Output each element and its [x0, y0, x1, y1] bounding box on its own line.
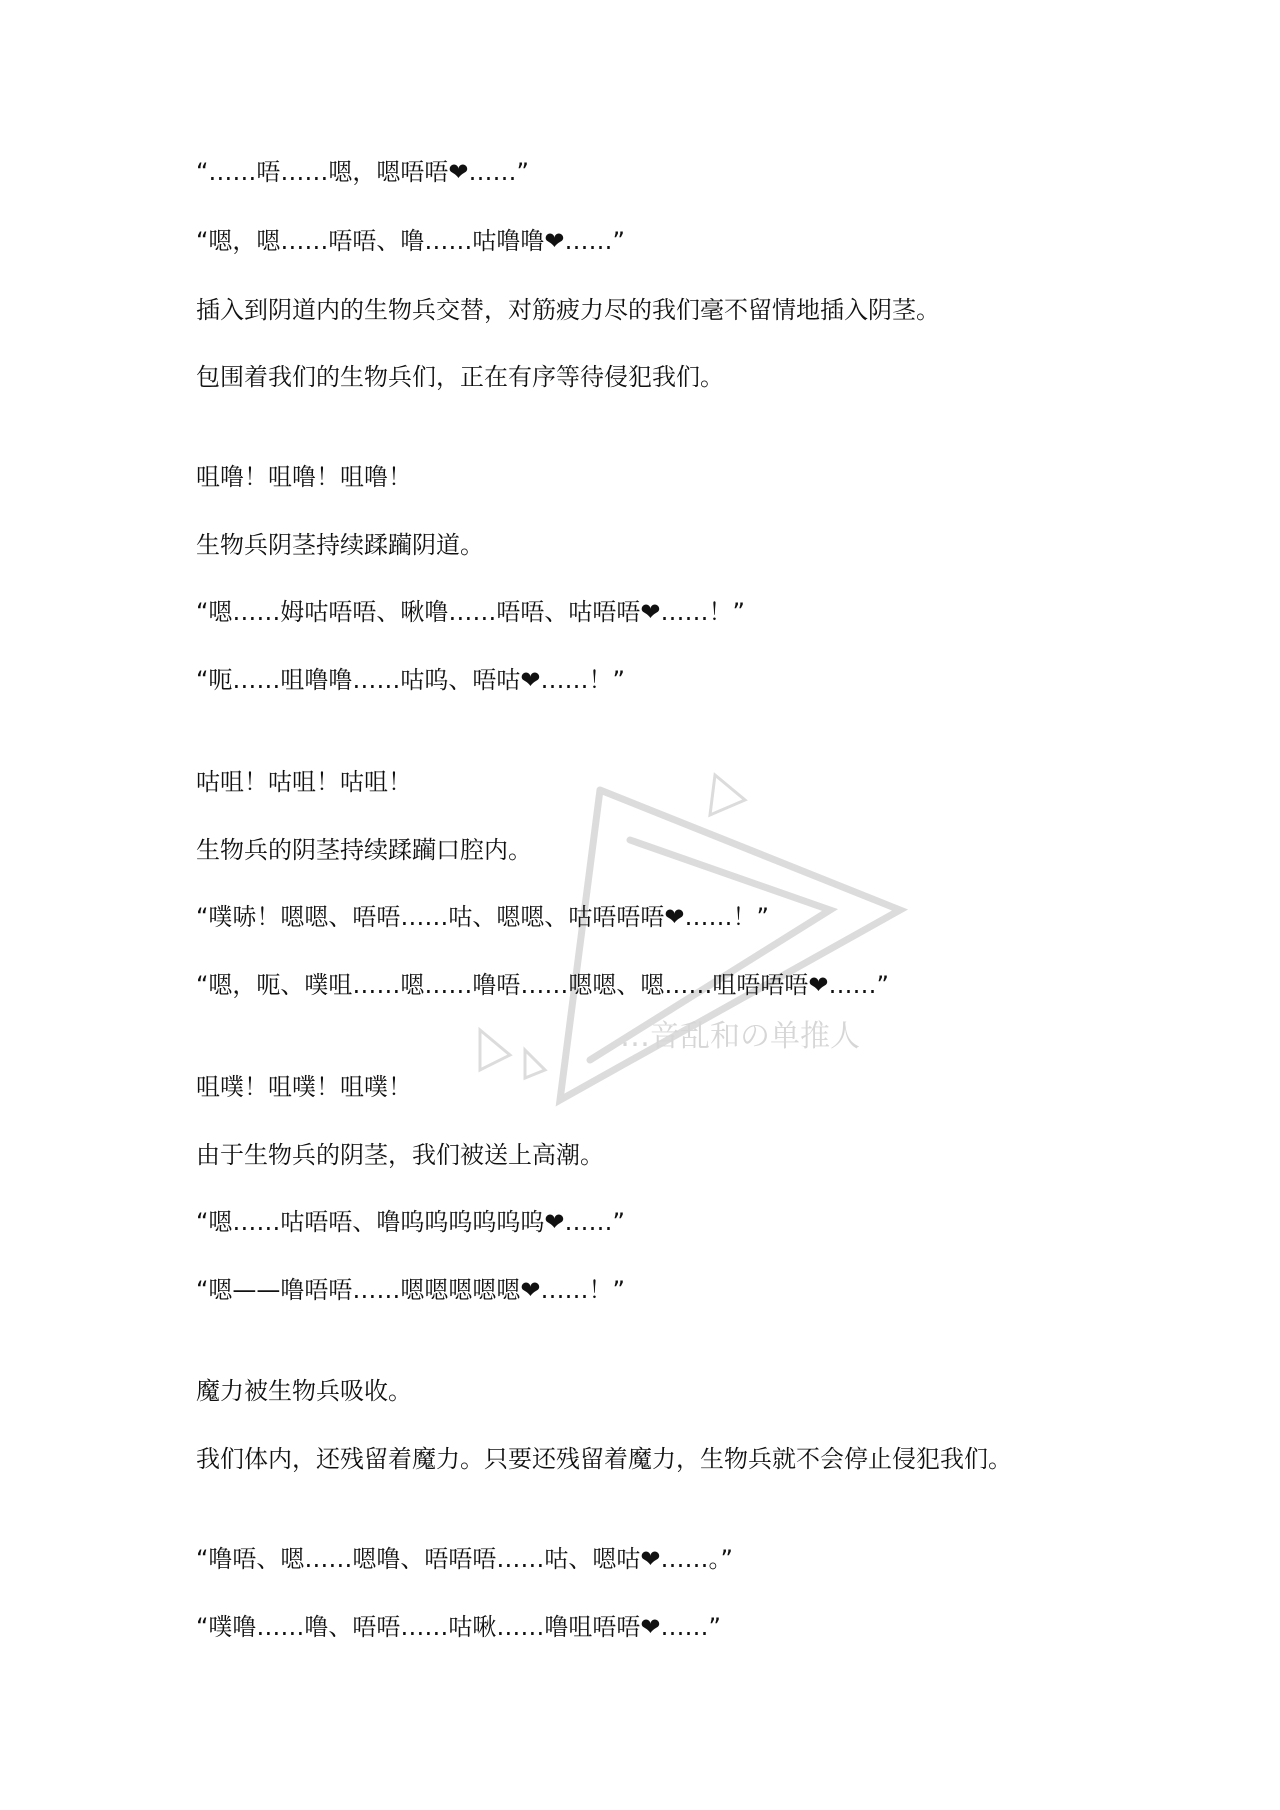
- narration-line: 插入到阴道内的生物兵交替，对筋疲力尽的我们毫不留情地插入阴茎。: [196, 296, 940, 324]
- dialogue-line: “……唔……嗯，嗯唔唔❤……”: [196, 158, 529, 186]
- narration-line: 我们体内，还残留着魔力。只要还残留着魔力，生物兵就不会停止侵犯我们。: [196, 1445, 1012, 1473]
- narration-line: 由于生物兵的阴茎，我们被送上高潮。: [196, 1141, 604, 1169]
- narration-line: 生物兵阴茎持续蹂躏阴道。: [196, 531, 484, 559]
- dialogue-line: “嗯，呃、噗咀……嗯……噜唔……嗯嗯、嗯……咀唔唔唔❤……”: [196, 971, 889, 999]
- dialogue-line: “噜唔、嗯……嗯噜、唔唔唔……咕、嗯咕❤……。”: [196, 1545, 733, 1573]
- narration-line: 包围着我们的生物兵们，正在有序等待侵犯我们。: [196, 363, 724, 391]
- dialogue-line: “嗯——噜唔唔……嗯嗯嗯嗯嗯❤……！”: [196, 1276, 625, 1304]
- dialogue-line: “噗哧！嗯嗯、唔唔……咕、嗯嗯、咕唔唔唔❤……！”: [196, 903, 769, 931]
- sound-effect-line: 咀噗！咀噗！咀噗！: [196, 1073, 412, 1101]
- sound-effect-line: 咕咀！咕咀！咕咀！: [196, 768, 412, 796]
- dialogue-line: “嗯，嗯……唔唔、噜……咕噜噜❤……”: [196, 227, 625, 255]
- dialogue-line: “噗噜……噜、唔唔……咕啾……噜咀唔唔❤……”: [196, 1613, 721, 1641]
- watermark-text: …音乱和の单推人: [620, 1019, 860, 1054]
- narration-line: 魔力被生物兵吸收。: [196, 1377, 412, 1405]
- dialogue-line: “呃……咀噜噜……咕呜、唔咕❤……！”: [196, 666, 625, 694]
- narration-line: 生物兵的阴茎持续蹂躏口腔内。: [196, 836, 532, 864]
- dialogue-line: “嗯……咕唔唔、噜呜呜呜呜呜呜❤……”: [196, 1208, 625, 1236]
- sound-effect-line: 咀噜！咀噜！咀噜！: [196, 463, 412, 491]
- dialogue-line: “嗯……姆咕唔唔、啾噜……唔唔、咕唔唔❤……！”: [196, 598, 745, 626]
